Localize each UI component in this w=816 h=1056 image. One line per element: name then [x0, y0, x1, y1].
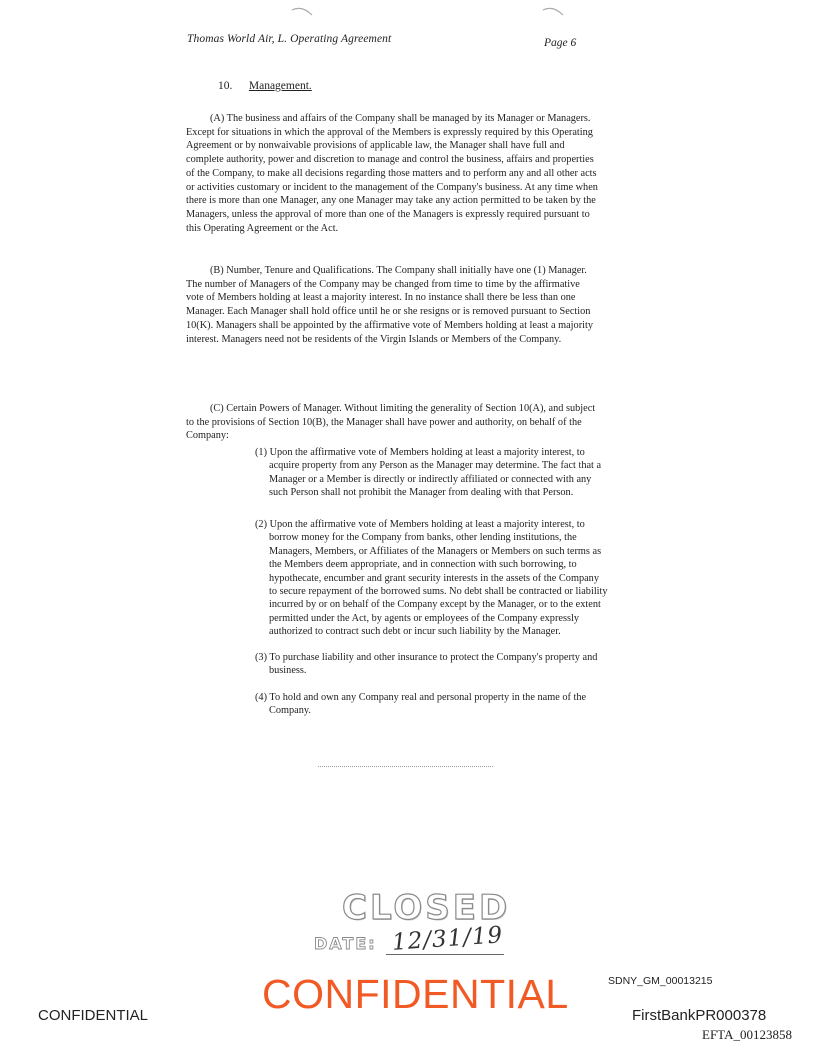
list-item: (4) To hold and own any Company real and personal property in the name of the Company.: [255, 692, 587, 717]
bates-number-sdny: SDNY_GM_00013215: [608, 975, 713, 987]
efta-number: EFTA_00123858: [702, 1027, 792, 1042]
list-item: (3) To purchase liability and other insurance to protect the Company's property and business.: [255, 652, 598, 677]
stamp-closed-text: CLOSED: [342, 888, 511, 928]
stamp-date-underline: [386, 954, 504, 955]
stamp-date-value: 12/31/19: [391, 922, 505, 956]
list-item: (2) Upon the affirmative vote of Members holding at least a majority interest, to borrow money for the Company from banks, other lending institutions, the Managers, Members, or Affiliates of the Managers or Members on such terms as the Members deem appropriate, and in connection with such borrowing, to hypothecate, encumber and grant security interests in the assets of the Company to secure repayment of the borrowed sums. No debt shall be contracted or liability incurred by or on behalf of the Company except by the Manager, or to the extent permitted under the Act, by agents or employees of the Company expressly authorized to contract such debt or incur such liability by the Manager.: [255, 519, 608, 638]
list-item: (1) Upon the affirmative vote of Members holding at least a majority interest, to acquire property from any Person as the Manager may determine. The fact that a Manager or a Member is directly or indirectly affiliated or connected with any such Person shall not prohibit the Manager from dealing with that Person.: [255, 447, 602, 499]
stamp-date-label: DATE:: [314, 934, 377, 953]
section-number: 10.: [218, 80, 233, 92]
scan-artifact-mark: [290, 6, 316, 18]
running-header-title: Thomas World Air, L. Operating Agreement: [187, 33, 392, 45]
confidential-label-left: CONFIDENTIAL: [38, 1007, 149, 1024]
paragraph-b: (B) Number, Tenure and Qualifications. The Company shall initially have one (1) Manager. The number of Managers of the Company may be changed from time to time by the affirmative vote of Members holding at least a majority interest. In no instance shall there be less than one Manager. Each Manager shall hold office until he or she resigns or is removed pursuant to Section 10(K). Managers shall be appointed by the affirmative vote of Members holding at least a majority interest. Managers need not be residents of the Virgin Islands or Members of the Company.: [186, 265, 593, 345]
section-heading: [218, 80, 312, 92]
scan-artifact-mark: [541, 6, 567, 18]
paragraph-c: (C) Certain Powers of Manager. Without limiting the generality of Section 10(A), and subject to the provisions of Section 10(B), the Manager shall have power and authority, on behalf of the Company:: [186, 403, 596, 442]
closed-stamp: [300, 888, 510, 974]
page-number: Page 6: [544, 37, 577, 49]
confidential-watermark: CONFIDENTIAL: [262, 971, 569, 1017]
scan-artifact-line: [318, 766, 493, 767]
paragraph-a: (A) The business and affairs of the Company shall be managed by its Manager or Managers. Except for situations in which the approval of the Members is expressly required by this Operating Agreement or by nonwaivable provisions of applicable law, the Manager shall have full and complete authority, power and discretion to manage and control the business, affairs and properties of the Company, to make all decisions regarding those matters and to perform any and all other acts or activities customary or incident to the management of the Company's business. At any time when there is more than one Manager, any one Manager may take any action permitted to be taken by the Managers, unless the approval of more than one of the Managers is expressly required pursuant to this Operating Agreement or the Act.: [186, 113, 598, 234]
bates-number-firstbank: FirstBankPR000378: [632, 1007, 767, 1024]
section-title: Management.: [248, 80, 312, 92]
